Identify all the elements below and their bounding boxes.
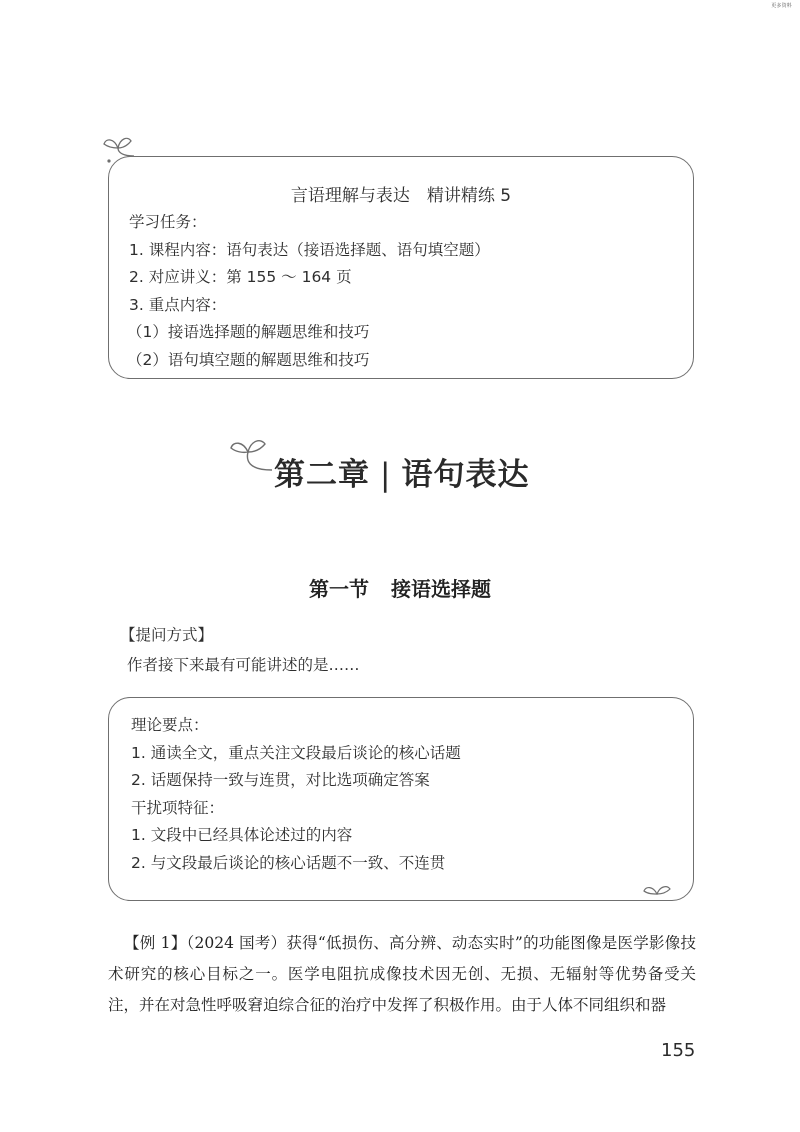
key-content-label: 3. 重点内容： bbox=[129, 295, 227, 314]
practice-box bbox=[108, 156, 694, 379]
chapter-sprout-icon bbox=[228, 430, 274, 482]
page-number: 155 bbox=[661, 1040, 696, 1061]
practice-box-lines bbox=[129, 209, 490, 374]
distractor-feature-1: 1. 文段中已经具体论述过的内容 bbox=[131, 826, 353, 844]
chapter-heading bbox=[274, 449, 529, 494]
chapter-separator: | bbox=[380, 457, 392, 493]
section-title: 接语选择题 bbox=[391, 577, 491, 601]
study-task-label: 学习任务： bbox=[129, 213, 207, 231]
distractor-features-label: 干扰项特征： bbox=[131, 798, 225, 817]
chapter-title: 语句表达 bbox=[401, 457, 530, 493]
theory-points-label: 理论要点： bbox=[131, 716, 209, 734]
distractor-feature-2: 2. 与文段最后谈论的核心话题不一致、不连贯 bbox=[131, 853, 446, 872]
key-content-item-1: （1）接语选择题的解题思维和技巧 bbox=[127, 323, 370, 341]
example-paragraph bbox=[108, 928, 696, 1021]
corner-note: 更多资料 bbox=[771, 3, 792, 9]
small-sprout-icon bbox=[642, 882, 672, 898]
course-content-line: 1. 课程内容：语句表达（接语选择题、语句填空题） bbox=[129, 240, 490, 259]
question-format-text: 作者接下来最有可能讲述的是…… bbox=[127, 656, 360, 674]
theory-box-lines bbox=[131, 712, 461, 877]
question-format-label: 【提问方式】 bbox=[120, 626, 214, 644]
section-number: 第一节 bbox=[309, 577, 369, 601]
chapter-number: 第二章 bbox=[274, 457, 370, 493]
example-text: 【例 1】（2024 国考）获得“低损伤、高分辨、动态实时”的功能图像是医学影像技术研究的核心目标之一。医学电阻抗成像技术因无创、无损、无辐射等优势备受关注，并在对急性呼吸窘迫综合征的治疗中发挥了积极作用。由于人体不同组织和器 bbox=[108, 934, 696, 1014]
theory-point-2: 2. 话题保持一致与连贯，对比选项确定答案 bbox=[131, 771, 430, 789]
handout-pages-line: 2. 对应讲义：第 155 ～ 164 页 bbox=[129, 268, 352, 286]
key-content-item-2: （2）语句填空题的解题思维和技巧 bbox=[127, 350, 370, 369]
theory-point-1: 1. 通读全文，重点关注文段最后谈论的核心话题 bbox=[131, 743, 461, 762]
theory-box bbox=[108, 697, 694, 901]
section-heading bbox=[0, 573, 800, 602]
practice-box-title: 言语理解与表达 精讲精练 5 bbox=[290, 186, 512, 206]
